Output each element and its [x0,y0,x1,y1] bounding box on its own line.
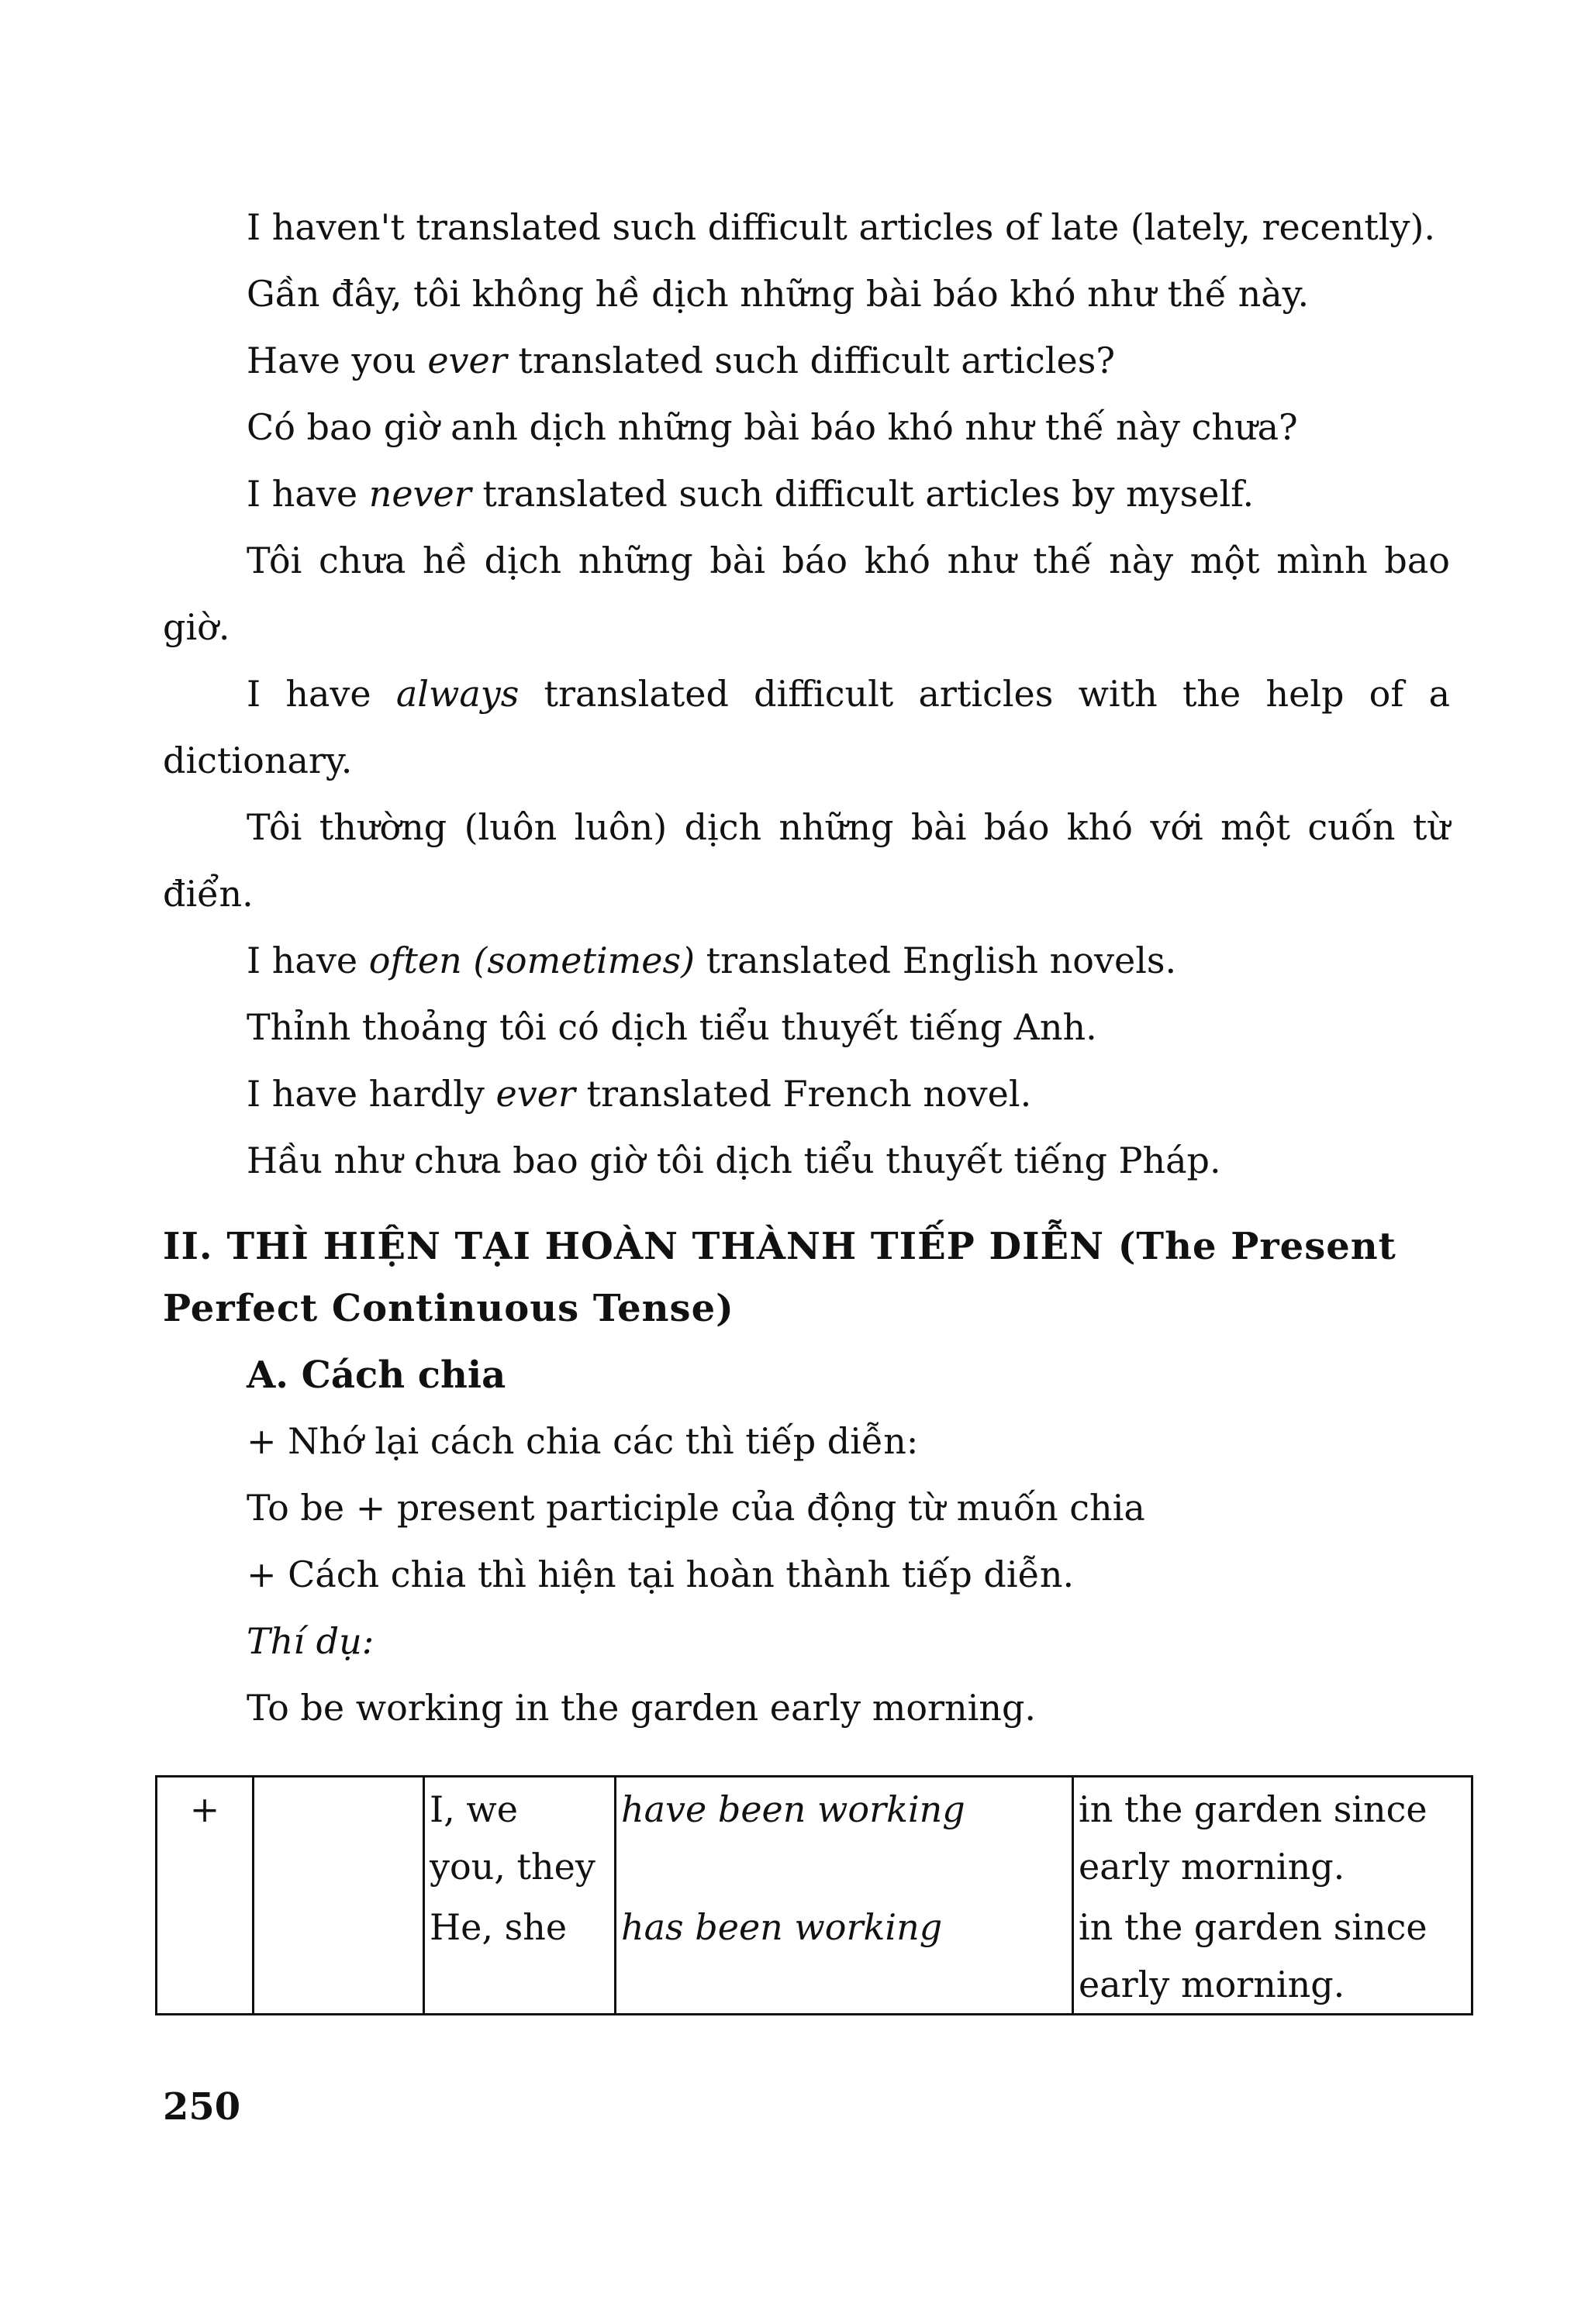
conjugation-table [155,1775,1473,2015]
complement-cell: in the garden since early morning. [1073,1777,1472,1896]
page-body [163,194,1450,1741]
subject-cell: I, we you, they [424,1777,616,1896]
table-row [157,1895,1472,2015]
page-number: 250 [163,2085,241,2129]
paragraph-vi-1: Gần đây, tôi không hề dịch những bài báo khó như thế này. [247,273,1310,315]
paragraph-vi-6: Hầu như chưa bao giờ tôi dịch tiểu thuyết tiếng Pháp. [247,1140,1221,1181]
emphasis-word: ever [427,340,507,381]
note-line-2: + Cách chia thì hiện tại hoàn thành tiếp diễn. [247,1553,1075,1595]
subsection-heading: A. Cách chia [247,1353,506,1397]
empty-cell [254,1895,424,2015]
verb-cell: has been working [616,1895,1073,2015]
section-heading: II. THÌ HIỆN TẠI HOÀN THÀNH TIẾP DIỄN (The Present Perfect Continuous Tense) [163,1225,1396,1330]
formula-line: To be + present participle của động từ muốn chia [247,1487,1145,1529]
paragraph-en-4: I have always translated difficult articles with the help of a dictionary. [163,673,1450,781]
example-sentence: To be working in the garden early morning. [247,1687,1037,1729]
paragraph-en-1: I haven't translated such difficult articles of late (lately, recently). [247,206,1436,248]
emphasis-word: ever [495,1073,575,1115]
empty-cell [157,1895,254,2015]
paragraph-en-5: I have often (sometimes) translated English novels. [247,940,1177,981]
paragraph-vi-2: Có bao giờ anh dịch những bài báo khó như thế này chưa? [247,406,1298,448]
paragraph-en-2: Have you ever translated such difficult articles? [247,340,1115,381]
table-row [157,1777,1472,1896]
emphasis-word: often [368,940,462,981]
note-line-1: + Nhớ lại cách chia các thì tiếp diễn: [247,1420,919,1462]
paragraph-vi-4: Tôi thường (luôn luôn) dịch những bài báo khó với một cuốn từ điển. [163,806,1450,915]
emphasis-word: (sometimes) [473,940,696,981]
example-label: Thí dụ: [247,1620,375,1662]
paragraph-en-6: I have hardly ever translated French novel. [247,1073,1032,1115]
complement-cell: in the garden since early morning. [1073,1895,1472,2015]
paragraph-en-3: I have never translated such difficult articles by myself. [247,473,1255,515]
verb-cell: have been working [616,1777,1073,1896]
empty-cell [254,1777,424,1896]
paragraph-vi-3: Tôi chưa hề dịch những bài báo khó như thế này một mình bao giờ. [163,540,1450,648]
subject-cell: He, she [424,1895,616,2015]
emphasis-word: never [368,473,471,515]
paragraph-vi-5: Thỉnh thoảng tôi có dịch tiểu thuyết tiếng Anh. [247,1006,1097,1048]
affirmative-sign: + [157,1777,254,1896]
emphasis-word: always [395,673,520,715]
